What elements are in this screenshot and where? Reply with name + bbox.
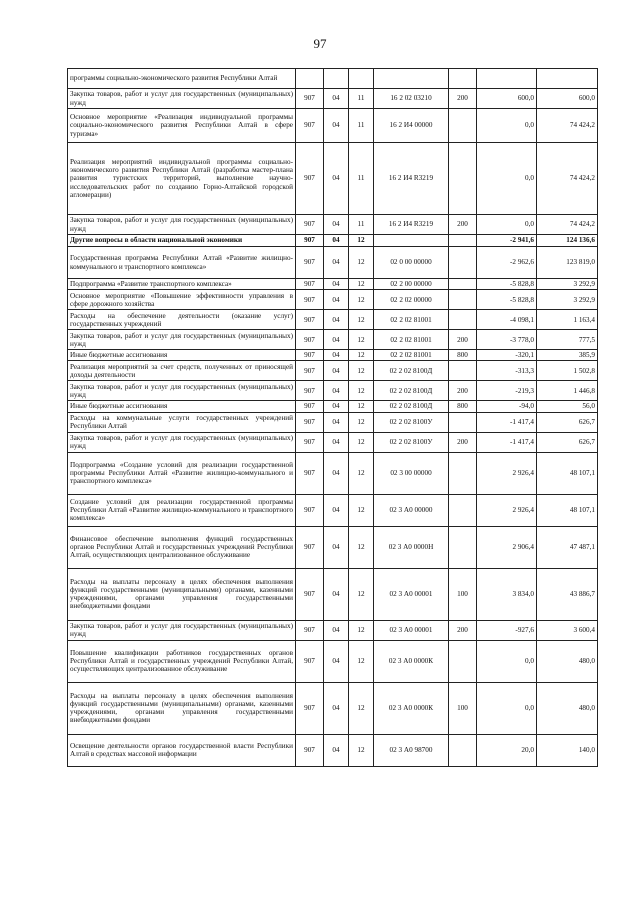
row-ved-cell: 907 xyxy=(296,412,324,432)
row-subsection-cell: 12 xyxy=(349,682,374,734)
row-target-article-cell: 02 2 02 8100Д xyxy=(374,401,449,412)
table-row xyxy=(68,640,598,682)
row-subsection-cell: 12 xyxy=(349,350,374,361)
row-subsection-cell: 12 xyxy=(349,401,374,412)
row-target-article-cell: 16 2 И4 R3219 xyxy=(374,215,449,235)
row-subsection-cell: 11 xyxy=(349,143,374,215)
row-subsection-cell: 12 xyxy=(349,381,374,401)
row-total-amount-cell: 123 819,0 xyxy=(537,247,598,279)
row-ved-cell: 907 xyxy=(296,89,324,109)
row-ved-cell: 907 xyxy=(296,235,324,247)
row-ved-cell: 907 xyxy=(296,215,324,235)
row-total-amount-cell: 777,5 xyxy=(537,330,598,350)
row-name-cell: Закупка товаров, работ и услуг для государственных (муниципальных) нужд xyxy=(68,330,296,350)
row-name-cell: программы социально-экономического развития Республики Алтай xyxy=(68,69,296,89)
row-expense-type-cell xyxy=(449,734,477,766)
row-ved-cell: 907 xyxy=(296,734,324,766)
row-total-amount-cell: 626,7 xyxy=(537,412,598,432)
row-ved-cell: 907 xyxy=(296,143,324,215)
budget-table-body xyxy=(68,69,598,767)
row-total-amount-cell: 140,0 xyxy=(537,734,598,766)
row-ved-cell: 907 xyxy=(296,682,324,734)
row-ved-cell: 907 xyxy=(296,432,324,452)
row-subsection-cell: 11 xyxy=(349,109,374,143)
row-target-article-cell: 02 3 А0 0000К xyxy=(374,682,449,734)
row-subsection-cell: 12 xyxy=(349,235,374,247)
row-section-cell: 04 xyxy=(324,412,349,432)
row-section-cell: 04 xyxy=(324,620,349,640)
row-change-amount-cell: -94,0 xyxy=(477,401,537,412)
row-total-amount-cell: 56,0 xyxy=(537,401,598,412)
row-total-amount-cell: 124 136,6 xyxy=(537,235,598,247)
row-section-cell: 04 xyxy=(324,310,349,330)
row-change-amount-cell: 0,0 xyxy=(477,143,537,215)
row-name-cell: Иные бюджетные ассигнования xyxy=(68,350,296,361)
table-row xyxy=(68,69,598,89)
row-expense-type-cell xyxy=(449,640,477,682)
row-target-article-cell: 02 3 А0 00001 xyxy=(374,620,449,640)
table-row xyxy=(68,350,598,361)
row-ved-cell: 907 xyxy=(296,452,324,494)
row-change-amount-cell: -2 941,6 xyxy=(477,235,537,247)
row-target-article-cell: 16 2 02 03210 xyxy=(374,89,449,109)
row-expense-type-cell xyxy=(449,412,477,432)
row-name-cell: Расходы на выплаты персоналу в целях обеспечения выполнения функций государственными (муниципальными) органами, казенными учреждениями, органами управления государственными внебюджетными фондами xyxy=(68,568,296,620)
row-target-article-cell: 02 0 00 00000 xyxy=(374,247,449,279)
row-target-article-cell xyxy=(374,69,449,89)
row-expense-type-cell xyxy=(449,69,477,89)
row-target-article-cell: 02 2 02 81001 xyxy=(374,350,449,361)
row-name-cell: Реализация мероприятий индивидуальной программы социально-экономического развития Республики Алтай (разработка мастер-плана развития туристских территорий, выполнение научно-исследовательских работ по созданию Горно-Алтайской городской агломерации) xyxy=(68,143,296,215)
row-ved-cell: 907 xyxy=(296,350,324,361)
row-subsection-cell: 12 xyxy=(349,526,374,568)
row-total-amount-cell: 480,0 xyxy=(537,682,598,734)
row-total-amount-cell: 385,9 xyxy=(537,350,598,361)
row-ved-cell: 907 xyxy=(296,361,324,381)
row-section-cell: 04 xyxy=(324,494,349,526)
row-total-amount-cell: 47 487,1 xyxy=(537,526,598,568)
row-subsection-cell: 12 xyxy=(349,290,374,310)
row-expense-type-cell: 200 xyxy=(449,620,477,640)
row-expense-type-cell xyxy=(449,279,477,290)
row-total-amount-cell: 1 502,8 xyxy=(537,361,598,381)
row-section-cell: 04 xyxy=(324,109,349,143)
row-name-cell: Реализация мероприятий за счет средств, полученных от приносящей доходы деятельности xyxy=(68,361,296,381)
row-subsection-cell: 12 xyxy=(349,568,374,620)
row-subsection-cell: 12 xyxy=(349,432,374,452)
row-name-cell: Иные бюджетные ассигнования xyxy=(68,401,296,412)
row-subsection-cell: 12 xyxy=(349,494,374,526)
row-total-amount-cell: 74 424,2 xyxy=(537,215,598,235)
row-change-amount-cell: 3 834,0 xyxy=(477,568,537,620)
table-row xyxy=(68,109,598,143)
row-subsection-cell: 12 xyxy=(349,412,374,432)
row-total-amount-cell: 3 292,9 xyxy=(537,279,598,290)
row-change-amount-cell xyxy=(477,69,537,89)
row-section-cell: 04 xyxy=(324,361,349,381)
row-target-article-cell: 02 3 А0 0000К xyxy=(374,640,449,682)
row-change-amount-cell: -313,3 xyxy=(477,361,537,381)
row-expense-type-cell: 200 xyxy=(449,89,477,109)
row-change-amount-cell: 2 926,4 xyxy=(477,452,537,494)
row-name-cell: Расходы на обеспечение деятельности (оказание услуг) государственных учреждений xyxy=(68,310,296,330)
table-row xyxy=(68,432,598,452)
row-target-article-cell: 16 2 И4 00000 xyxy=(374,109,449,143)
page-number: 97 xyxy=(313,36,327,51)
row-name-cell: Основное мероприятие «Реализация индивидуальной программы социально-экономического развития Республики Алтай в сфере туризма» xyxy=(68,109,296,143)
row-subsection-cell: 12 xyxy=(349,734,374,766)
row-change-amount-cell: 0,0 xyxy=(477,109,537,143)
row-section-cell: 04 xyxy=(324,89,349,109)
table-row xyxy=(68,452,598,494)
row-target-article-cell: 02 2 02 8100Д xyxy=(374,381,449,401)
row-change-amount-cell: -219,3 xyxy=(477,381,537,401)
row-change-amount-cell: -2 962,6 xyxy=(477,247,537,279)
table-row xyxy=(68,381,598,401)
row-target-article-cell: 02 2 02 81001 xyxy=(374,330,449,350)
row-target-article-cell: 02 3 А0 0000Н xyxy=(374,526,449,568)
row-subsection-cell: 12 xyxy=(349,452,374,494)
table-row xyxy=(68,279,598,290)
row-subsection-cell: 12 xyxy=(349,361,374,381)
row-ved-cell: 907 xyxy=(296,494,324,526)
row-total-amount-cell: 43 886,7 xyxy=(537,568,598,620)
row-total-amount-cell: 48 107,1 xyxy=(537,452,598,494)
row-change-amount-cell: 0,0 xyxy=(477,682,537,734)
row-change-amount-cell: -4 098,1 xyxy=(477,310,537,330)
row-ved-cell: 907 xyxy=(296,568,324,620)
table-row xyxy=(68,143,598,215)
row-target-article-cell: 02 2 00 00000 xyxy=(374,279,449,290)
row-name-cell: Подпрограмма «Создание условий для реализации государственной программы Республики Алтай «Развитие жилищно-коммунального и транспортного комплекса» xyxy=(68,452,296,494)
row-expense-type-cell: 200 xyxy=(449,330,477,350)
row-ved-cell: 907 xyxy=(296,290,324,310)
row-total-amount-cell xyxy=(537,69,598,89)
row-section-cell: 04 xyxy=(324,247,349,279)
row-expense-type-cell: 200 xyxy=(449,432,477,452)
row-section-cell: 04 xyxy=(324,350,349,361)
row-name-cell: Освещение деятельности органов государственной власти Республики Алтай в средствах массовой информации xyxy=(68,734,296,766)
row-ved-cell xyxy=(296,69,324,89)
row-total-amount-cell: 3 600,4 xyxy=(537,620,598,640)
row-total-amount-cell: 3 292,9 xyxy=(537,290,598,310)
row-section-cell: 04 xyxy=(324,290,349,310)
row-name-cell: Закупка товаров, работ и услуг для государственных (муниципальных) нужд xyxy=(68,89,296,109)
table-row xyxy=(68,412,598,432)
row-section-cell: 04 xyxy=(324,734,349,766)
row-name-cell: Финансовое обеспечение выполнения функций государственных органов Республики Алтай и государственных учреждений Республики Алтай, осуществляющих централизованное обслуживание xyxy=(68,526,296,568)
row-subsection-cell: 12 xyxy=(349,247,374,279)
row-target-article-cell: 02 3 А0 00000 xyxy=(374,494,449,526)
row-ved-cell: 907 xyxy=(296,620,324,640)
row-change-amount-cell: -1 417,4 xyxy=(477,432,537,452)
row-total-amount-cell: 48 107,1 xyxy=(537,494,598,526)
row-change-amount-cell: -5 828,8 xyxy=(477,290,537,310)
row-target-article-cell: 02 2 02 8100Д xyxy=(374,361,449,381)
row-ved-cell: 907 xyxy=(296,526,324,568)
row-target-article-cell: 02 2 02 81001 xyxy=(374,310,449,330)
table-row xyxy=(68,330,598,350)
row-expense-type-cell: 100 xyxy=(449,682,477,734)
row-name-cell: Закупка товаров, работ и услуг для государственных (муниципальных) нужд xyxy=(68,381,296,401)
row-section-cell: 04 xyxy=(324,452,349,494)
row-expense-type-cell xyxy=(449,494,477,526)
table-row xyxy=(68,494,598,526)
row-change-amount-cell: 0,0 xyxy=(477,215,537,235)
row-total-amount-cell: 1 446,8 xyxy=(537,381,598,401)
row-subsection-cell: 11 xyxy=(349,89,374,109)
row-ved-cell: 907 xyxy=(296,109,324,143)
row-section-cell: 04 xyxy=(324,279,349,290)
row-target-article-cell: 02 3 00 00000 xyxy=(374,452,449,494)
row-expense-type-cell: 100 xyxy=(449,568,477,620)
row-section-cell: 04 xyxy=(324,215,349,235)
row-expense-type-cell: 800 xyxy=(449,401,477,412)
table-row xyxy=(68,89,598,109)
row-expense-type-cell xyxy=(449,361,477,381)
row-expense-type-cell xyxy=(449,247,477,279)
row-name-cell: Закупка товаров, работ и услуг для государственных (муниципальных) нужд xyxy=(68,215,296,235)
row-expense-type-cell: 200 xyxy=(449,215,477,235)
row-section-cell: 04 xyxy=(324,568,349,620)
row-change-amount-cell: -320,1 xyxy=(477,350,537,361)
row-section-cell: 04 xyxy=(324,526,349,568)
row-change-amount-cell: 20,0 xyxy=(477,734,537,766)
row-ved-cell: 907 xyxy=(296,640,324,682)
row-change-amount-cell: 2 926,4 xyxy=(477,494,537,526)
row-total-amount-cell: 1 163,4 xyxy=(537,310,598,330)
table-row xyxy=(68,620,598,640)
row-change-amount-cell: -927,6 xyxy=(477,620,537,640)
row-section-cell: 04 xyxy=(324,640,349,682)
row-expense-type-cell: 800 xyxy=(449,350,477,361)
row-ved-cell: 907 xyxy=(296,381,324,401)
row-ved-cell: 907 xyxy=(296,330,324,350)
row-section-cell: 04 xyxy=(324,432,349,452)
row-section-cell: 04 xyxy=(324,330,349,350)
row-change-amount-cell: -1 417,4 xyxy=(477,412,537,432)
row-target-article-cell: 02 2 02 8100У xyxy=(374,432,449,452)
row-name-cell: Другие вопросы в области национальной экономики xyxy=(68,235,296,247)
row-change-amount-cell: 2 906,4 xyxy=(477,526,537,568)
row-target-article-cell: 02 3 А0 00001 xyxy=(374,568,449,620)
row-subsection-cell: 12 xyxy=(349,279,374,290)
row-total-amount-cell: 600,0 xyxy=(537,89,598,109)
row-subsection-cell: 12 xyxy=(349,330,374,350)
table-row xyxy=(68,568,598,620)
table-row xyxy=(68,401,598,412)
row-change-amount-cell: -3 778,0 xyxy=(477,330,537,350)
row-ved-cell: 907 xyxy=(296,279,324,290)
row-name-cell: Расходы на коммунальные услуги государственных учреждений Республики Алтай xyxy=(68,412,296,432)
row-ved-cell: 907 xyxy=(296,401,324,412)
row-name-cell: Расходы на выплаты персоналу в целях обеспечения выполнения функций государственными (муниципальными) органами, казенными учреждениями, органами управления государственными внебюджетными фондами xyxy=(68,682,296,734)
row-target-article-cell: 02 2 02 00000 xyxy=(374,290,449,310)
table-row xyxy=(68,247,598,279)
row-name-cell: Закупка товаров, работ и услуг для государственных (муниципальных) нужд xyxy=(68,432,296,452)
row-expense-type-cell xyxy=(449,526,477,568)
row-target-article-cell: 02 3 А0 98700 xyxy=(374,734,449,766)
row-total-amount-cell: 74 424,2 xyxy=(537,143,598,215)
budget-table xyxy=(67,68,598,767)
row-target-article-cell xyxy=(374,235,449,247)
row-section-cell: 04 xyxy=(324,235,349,247)
row-expense-type-cell xyxy=(449,109,477,143)
row-subsection-cell: 12 xyxy=(349,310,374,330)
table-row xyxy=(68,310,598,330)
row-change-amount-cell: -5 828,8 xyxy=(477,279,537,290)
table-row xyxy=(68,526,598,568)
table-row xyxy=(68,290,598,310)
row-total-amount-cell: 74 424,2 xyxy=(537,109,598,143)
row-section-cell xyxy=(324,69,349,89)
row-subsection-cell xyxy=(349,69,374,89)
row-target-article-cell: 02 2 02 8100У xyxy=(374,412,449,432)
row-change-amount-cell: 0,0 xyxy=(477,640,537,682)
row-change-amount-cell: 600,0 xyxy=(477,89,537,109)
row-subsection-cell: 11 xyxy=(349,215,374,235)
row-expense-type-cell: 200 xyxy=(449,381,477,401)
table-row xyxy=(68,682,598,734)
table-row xyxy=(68,361,598,381)
row-subsection-cell: 12 xyxy=(349,620,374,640)
table-row xyxy=(68,215,598,235)
row-name-cell: Государственная программа Республики Алтай «Развитие жилищно-коммунального и транспортного комплекса» xyxy=(68,247,296,279)
row-total-amount-cell: 480,0 xyxy=(537,640,598,682)
row-name-cell: Повышение квалификации работников государственных органов Республики Алтай и государственных учреждений Республики Алтай, осуществляющих централизованное обслуживание xyxy=(68,640,296,682)
row-section-cell: 04 xyxy=(324,401,349,412)
row-expense-type-cell xyxy=(449,452,477,494)
table-row xyxy=(68,235,598,247)
row-section-cell: 04 xyxy=(324,682,349,734)
row-name-cell: Создание условий для реализации государственной программы Республики Алтай «Развитие жилищно-коммунального и транспортного комплекса» xyxy=(68,494,296,526)
row-ved-cell: 907 xyxy=(296,247,324,279)
table-row xyxy=(68,734,598,766)
row-name-cell: Подпрограмма «Развитие транспортного комплекса» xyxy=(68,279,296,290)
row-expense-type-cell xyxy=(449,235,477,247)
row-expense-type-cell xyxy=(449,290,477,310)
row-ved-cell: 907 xyxy=(296,310,324,330)
row-section-cell: 04 xyxy=(324,143,349,215)
row-total-amount-cell: 626,7 xyxy=(537,432,598,452)
row-name-cell: Закупка товаров, работ и услуг для государственных (муниципальных) нужд xyxy=(68,620,296,640)
row-name-cell: Основное мероприятие «Повышение эффективности управления в сфере дорожного хозяйства xyxy=(68,290,296,310)
row-subsection-cell: 12 xyxy=(349,640,374,682)
row-target-article-cell: 16 2 И4 R3219 xyxy=(374,143,449,215)
row-expense-type-cell xyxy=(449,310,477,330)
row-section-cell: 04 xyxy=(324,381,349,401)
row-expense-type-cell xyxy=(449,143,477,215)
